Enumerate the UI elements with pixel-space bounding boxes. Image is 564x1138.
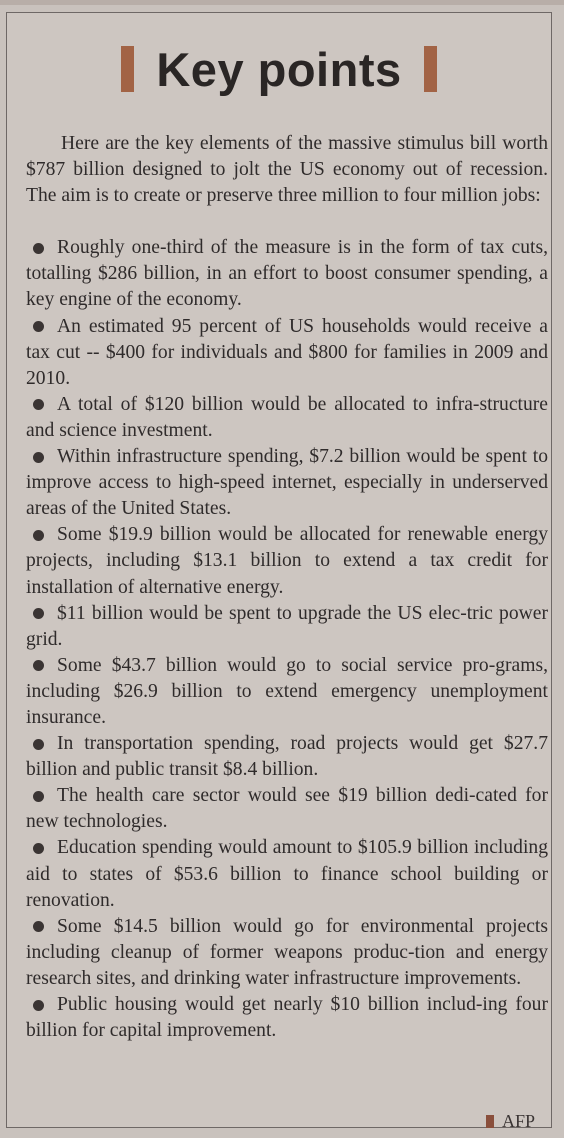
- list-item: [26, 783, 548, 835]
- intro-paragraph: Here are the key elements of the massive stimulus bill worth $787 billion designed to jolt the US economy out of recession. The aim is to create or preserve three million to four million jobs:: [26, 133, 548, 207]
- list-item-text: Roughly one-third of the measure is in the form of tax cuts, totalling $286 billion, in an effort to boost consumer spending, a key engine of the economy.: [26, 237, 548, 311]
- list-item: [26, 731, 548, 783]
- list-item-text: $11 billion would be spent to upgrade the US elec-tric power grid.: [26, 602, 548, 650]
- credit: [486, 1111, 535, 1132]
- list-item: [26, 914, 548, 992]
- list-item-text: A total of $120 billion would be allocated to infra-structure and science investment.: [26, 393, 548, 441]
- list-item: [26, 992, 548, 1044]
- key-points-box: [6, 12, 552, 1131]
- list-item: [26, 835, 548, 913]
- bullet-icon: [33, 452, 44, 463]
- bullet-icon: [33, 843, 44, 854]
- bullet-icon: [33, 921, 44, 932]
- top-rule: [0, 0, 564, 5]
- list-item-text: The health care sector would see $19 billion dedi-cated for new technologies.: [26, 785, 548, 833]
- key-points-list: [26, 235, 548, 1044]
- bullet-icon: [33, 399, 44, 410]
- list-item-text: Education spending would amount to $105.9 billion including aid to states of $53.6 billion to finance school building or renovation.: [26, 837, 548, 911]
- bullet-icon: [33, 1000, 44, 1011]
- article-body: [26, 131, 548, 1044]
- list-item-text: Some $19.9 billion would be allocated for renewable energy projects, including $13.1 billion to extend a tax credit for installation of alternative energy.: [26, 524, 548, 598]
- bullet-icon: [33, 660, 44, 671]
- list-item: [26, 522, 548, 600]
- list-item-text: Some $14.5 billion would go for environmental projects including cleanup of former weapons produc-tion and energy research sites, and drinking water infrastructure improvements.: [26, 915, 548, 989]
- bullet-icon: [33, 608, 44, 619]
- bullet-icon: [33, 321, 44, 332]
- bullet-icon: [33, 243, 44, 254]
- list-item-text: Within infrastructure spending, $7.2 billion would be spent to improve access to high-speed internet, especially in underserved areas of the United States.: [26, 446, 548, 520]
- list-item-text: Some $43.7 billion would go to social service pro-grams, including $26.9 billion to extend emergency unemployment insurance.: [26, 654, 548, 728]
- title-right-bar: [424, 46, 437, 92]
- title-row: [7, 37, 551, 101]
- page-title: Key points: [156, 42, 402, 96]
- credit-label: AFP: [501, 1111, 535, 1131]
- list-item: [26, 235, 548, 313]
- bullet-icon: [33, 530, 44, 541]
- list-item-text: An estimated 95 percent of US households would receive a tax cut -- $400 for individuals and $800 for families in 2009 and 2010.: [26, 315, 548, 389]
- list-item: [26, 601, 548, 653]
- list-item: [26, 314, 548, 392]
- list-item-text: In transportation spending, road projects would get $27.7 billion and public transit $8.4 billion.: [26, 733, 548, 781]
- bullet-icon: [33, 791, 44, 802]
- list-item: [26, 444, 548, 522]
- list-item: [26, 653, 548, 731]
- credit-mark-icon: [486, 1115, 494, 1128]
- list-item-text: Public housing would get nearly $10 billion includ-ing four billion for capital improvement.: [26, 994, 548, 1042]
- bullet-icon: [33, 739, 44, 750]
- title-left-bar: [121, 46, 134, 92]
- list-item: [26, 392, 548, 444]
